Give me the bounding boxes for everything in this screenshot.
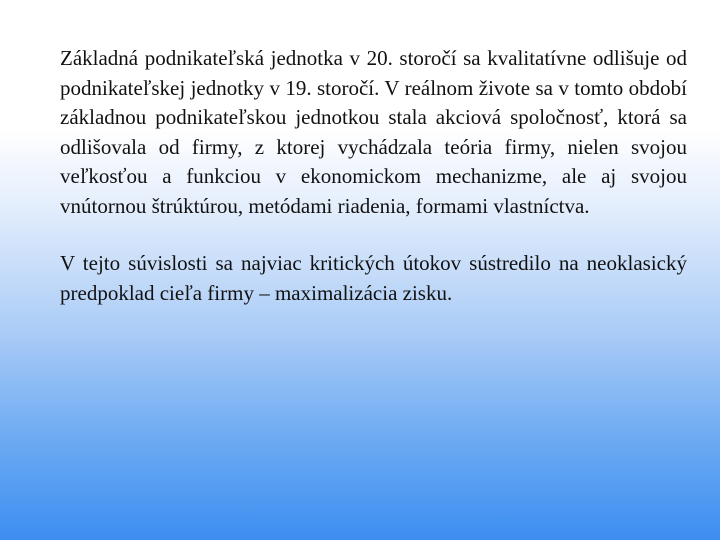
paragraph-profit-maximization: V tejto súvislosti sa najviac kritických útokov sústredilo na neoklasický predpoklad cieľa firmy – maximalizácia zisku. bbox=[60, 251, 687, 305]
slide-text-box bbox=[60, 44, 687, 308]
paragraph-firm-evolution: Základná podnikateľská jednotka v 20. storočí sa kvalitatívne odlišuje od podnikateľskej jednotky v 19. storočí. V reálnom živote sa v tomto období základnou podnikateľskou jednotkou stala akciová spoločnosť, ktorá sa odlišovala od firmy, z ktorej vychádzala teória firmy, nielen svojou veľkosťou a funkciou v ekonomickom mechanizme, ale aj svojou vnútornou štrúktúrou, metódami riadenia, formami vlastníctva. bbox=[60, 46, 687, 218]
